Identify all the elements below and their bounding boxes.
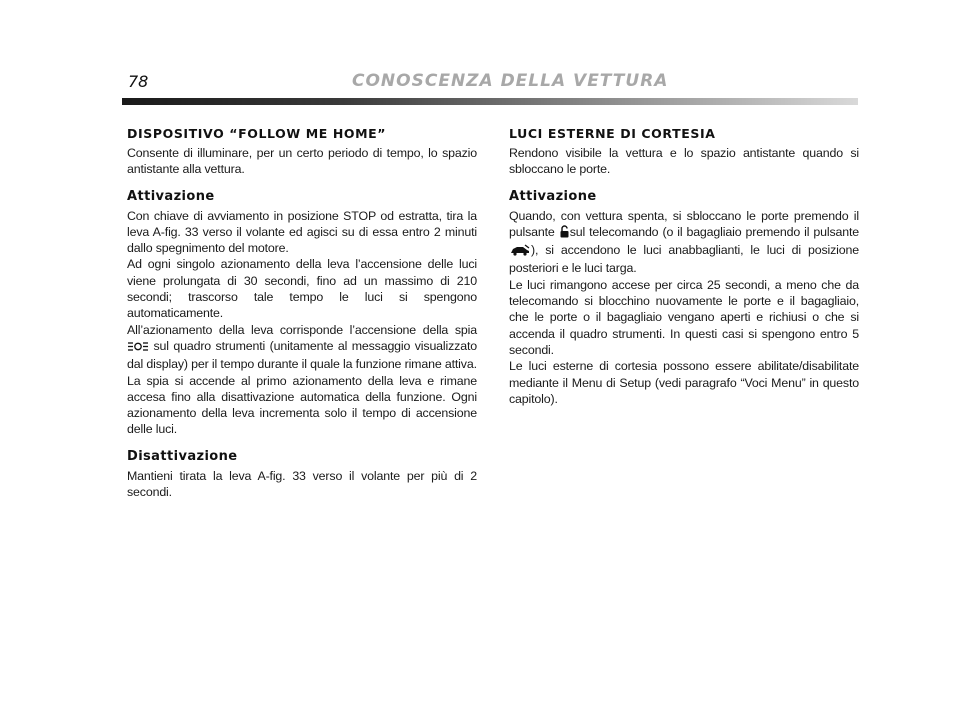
- follow-me-activation-p2: Ad ogni singolo azionamento della leva l’accensione delle luci viene prolungata di 30 secondi, fino ad un massimo di 210 secondi; trascorso tale tempo le luci si spengono automaticamente.: [127, 257, 477, 321]
- follow-me-activation-p3-end: sul quadro strumenti (unitamente al messaggio visualizzato dal display) per il tempo durante il quale la funzione rimane attiva.: [127, 338, 477, 372]
- follow-me-deactivation-heading: Disattivazione: [127, 448, 238, 464]
- follow-me-activation-p4: La spia si accende al primo azionamento della leva e rimane accesa fino alla disattivazione automatica della funzione. Ogni azionamento della leva incrementa solo il tempo di accensione delle luci.: [127, 373, 477, 437]
- courtesy-activation-p2: Le luci rimangono accese per circa 25 secondi, a meno che da telecomando si blocchino nuovamente le porte e il bagagliaio, che le porte o il bagagliaio vengano aperti e richiusi o che si accenda il quadro strumenti. In questi casi si spengono entro 5 secondi.: [509, 277, 859, 357]
- header-rule: [122, 98, 858, 105]
- car-trunk-icon: [510, 244, 530, 260]
- courtesy-activation-p1: [509, 208, 859, 277]
- courtesy-activation-heading: Attivazione: [509, 188, 597, 204]
- running-title: CONOSCENZA DELLA VETTURA: [352, 71, 669, 91]
- courtesy-activation-p3: Le luci esterne di cortesia possono essere abilitate/disabilitate mediante il Menu di Setup (vedi paragrafo “Voci Menu” in questo capitolo).: [509, 359, 859, 406]
- courtesy-intro: Rendono visibile la vettura e lo spazio antistante quando si sbloccano le porte.: [509, 146, 859, 177]
- follow-me-intro: Consente di illuminare, per un certo periodo di tempo, lo spazio antistante alla vettura.: [127, 146, 477, 177]
- courtesy-activation-p1-b: sul telecomando (o il bagagliaio premendo il pulsante: [569, 224, 859, 239]
- courtesy-activation-p1-a: Quando, con vettura spenta, si sbloccano le porte premendo il pulsante: [509, 208, 859, 239]
- page-number: 78: [128, 72, 149, 91]
- follow-me-home-lamp-icon: [128, 340, 148, 356]
- follow-me-deactivation-p1: Mantieni tirata la leva A-fig. 33 verso il volante per più di 2 secondi.: [127, 468, 477, 500]
- section-title-follow-me-home: DISPOSITIVO “FOLLOW ME HOME”: [127, 126, 387, 141]
- follow-me-activation-p3-start: All’azionamento della leva corrisponde l’accensione della spia: [127, 322, 477, 337]
- follow-me-activation-heading: Attivazione: [127, 188, 215, 204]
- section-title-courtesy-lights: LUCI ESTERNE DI CORTESIA: [509, 126, 716, 141]
- left-column: [127, 126, 477, 500]
- follow-me-activation-p3: [127, 322, 477, 373]
- courtesy-activation-p1-c: ), si accendono le luci anabbaglianti, le luci di posizione posteriori e le luci targa.: [509, 243, 859, 276]
- padlock-open-icon: [560, 225, 569, 242]
- follow-me-activation-p1: Con chiave di avviamento in posizione STOP od estratta, tira la leva A-fig. 33 verso il volante ed agisci su di essa entro 2 minuti dallo spegnimento del motore.: [127, 208, 477, 256]
- right-column: [509, 126, 859, 407]
